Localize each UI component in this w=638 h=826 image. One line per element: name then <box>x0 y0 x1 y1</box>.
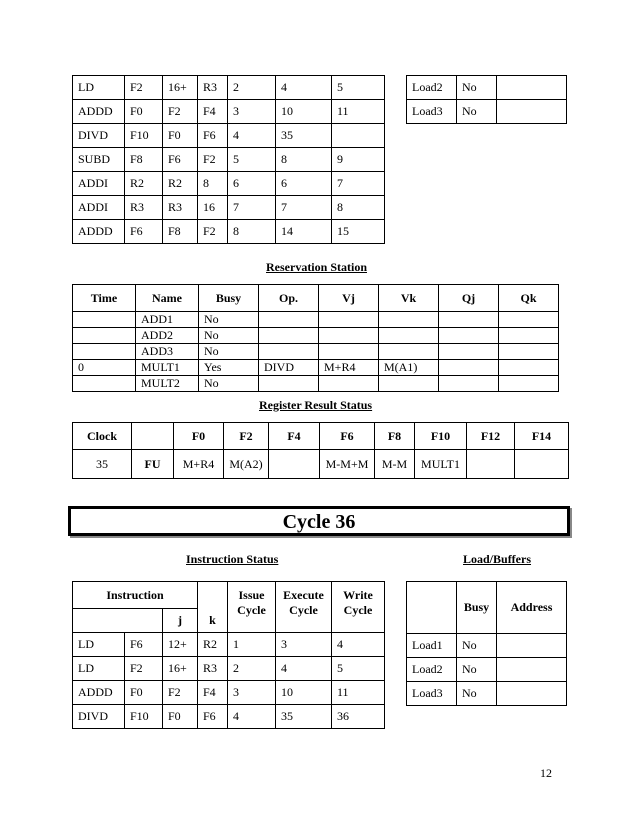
table-cell: No <box>457 682 497 706</box>
table-row <box>73 376 559 392</box>
column-header: Qj <box>439 285 499 312</box>
table-cell: 0 <box>73 360 136 376</box>
register-value: 35 <box>73 450 132 479</box>
table-cell: 4 <box>332 633 385 657</box>
table-cell: 1 <box>228 633 276 657</box>
table-cell <box>379 312 439 328</box>
table-cell <box>259 328 319 344</box>
table-cell <box>319 328 379 344</box>
table-cell: R2 <box>198 633 228 657</box>
write-cycle-header: Write Cycle <box>332 582 385 633</box>
table-cell: No <box>199 328 259 344</box>
table-cell: ADDI <box>73 172 125 196</box>
table-cell: 4 <box>276 657 332 681</box>
instruction-status-table-continued <box>72 75 385 244</box>
column-header: F2 <box>224 423 269 450</box>
table-cell: 7 <box>276 196 332 220</box>
table-cell <box>499 312 559 328</box>
table-cell: Load3 <box>407 100 457 124</box>
table-cell: F0 <box>163 705 198 729</box>
table-cell: Load3 <box>407 682 457 706</box>
table-cell <box>439 328 499 344</box>
register-value: M(A2) <box>224 450 269 479</box>
table-cell: F2 <box>125 657 163 681</box>
table-cell: F4 <box>198 681 228 705</box>
table-cell: DIVD <box>73 705 125 729</box>
reservation-station-heading: Reservation Station <box>266 260 367 274</box>
table-cell: MULT1 <box>136 360 199 376</box>
cycle-banner: Cycle 36 <box>68 506 570 536</box>
busy-header: Busy <box>457 582 497 634</box>
table-cell: 3 <box>276 633 332 657</box>
table-cell: ADD3 <box>136 344 199 360</box>
register-result-status-table <box>72 422 569 479</box>
table-cell: F2 <box>163 100 198 124</box>
table-cell: R3 <box>163 196 198 220</box>
table-cell: DIVD <box>259 360 319 376</box>
table-row <box>73 76 385 100</box>
table-row <box>73 344 559 360</box>
table-cell <box>259 376 319 392</box>
table-cell <box>319 312 379 328</box>
table-row <box>73 360 559 376</box>
table-cell <box>497 76 567 100</box>
column-header: Busy <box>199 285 259 312</box>
table-cell: R2 <box>163 172 198 196</box>
table-cell: SUBD <box>73 148 125 172</box>
column-header: Op. <box>259 285 319 312</box>
table-cell: No <box>199 312 259 328</box>
table-cell: 5 <box>332 76 385 100</box>
table-cell: No <box>457 634 497 658</box>
table-row <box>73 124 385 148</box>
table-cell <box>439 376 499 392</box>
table-cell: 12+ <box>163 633 198 657</box>
table-row <box>73 681 385 705</box>
reservation-station-table <box>72 284 559 392</box>
register-value: MULT1 <box>415 450 467 479</box>
table-cell: MULT2 <box>136 376 199 392</box>
table-cell: Yes <box>199 360 259 376</box>
table-row <box>73 196 385 220</box>
table-cell <box>499 376 559 392</box>
table-cell: LD <box>73 633 125 657</box>
table-cell: 4 <box>228 705 276 729</box>
table-cell: 36 <box>332 705 385 729</box>
table-row <box>73 172 385 196</box>
table-cell: F2 <box>198 220 228 244</box>
table-cell: 2 <box>228 76 276 100</box>
table-cell <box>497 658 567 682</box>
table-cell: 2 <box>228 657 276 681</box>
column-header: Name <box>136 285 199 312</box>
table-cell <box>73 312 136 328</box>
table-cell: F8 <box>125 148 163 172</box>
table-cell: 10 <box>276 681 332 705</box>
table-cell: 6 <box>276 172 332 196</box>
table-cell <box>497 634 567 658</box>
register-value: M-M+M <box>320 450 375 479</box>
table-cell: ADDD <box>73 681 125 705</box>
table-cell <box>73 344 136 360</box>
table-row <box>407 100 567 124</box>
table-cell: 14 <box>276 220 332 244</box>
instruction-header: Instruction <box>73 582 198 609</box>
table-cell: 35 <box>276 124 332 148</box>
table-cell: R3 <box>198 76 228 100</box>
table-row <box>73 328 559 344</box>
table-row <box>407 634 567 658</box>
table-cell: R3 <box>198 657 228 681</box>
table-cell <box>259 312 319 328</box>
table-cell: F0 <box>125 100 163 124</box>
column-header <box>132 423 174 450</box>
table-cell: F10 <box>125 124 163 148</box>
table-cell: F2 <box>163 681 198 705</box>
table-cell: ADDD <box>73 100 125 124</box>
table-cell: No <box>199 344 259 360</box>
table-cell: 5 <box>228 148 276 172</box>
column-header: F14 <box>515 423 569 450</box>
execute-cycle-header: Execute Cycle <box>276 582 332 633</box>
table-cell: F8 <box>163 220 198 244</box>
table-cell: 8 <box>276 148 332 172</box>
table-cell: No <box>457 76 497 100</box>
table-cell <box>332 124 385 148</box>
table-cell: R3 <box>125 196 163 220</box>
table-cell: 3 <box>228 100 276 124</box>
table-cell <box>499 344 559 360</box>
table-cell: 8 <box>228 220 276 244</box>
table-cell <box>379 328 439 344</box>
table-cell: F6 <box>198 705 228 729</box>
table-cell: ADDD <box>73 220 125 244</box>
table-row <box>73 148 385 172</box>
table-cell <box>499 360 559 376</box>
load-buffers-table-continued <box>406 75 567 124</box>
table-cell: ADD1 <box>136 312 199 328</box>
column-header: F10 <box>415 423 467 450</box>
table-cell: ADDI <box>73 196 125 220</box>
table-cell: Load2 <box>407 658 457 682</box>
page-number: 12 <box>540 766 552 780</box>
register-value: M+R4 <box>174 450 224 479</box>
issue-cycle-header: Issue Cycle <box>228 582 276 633</box>
table-cell: ADD2 <box>136 328 199 344</box>
table-cell: F6 <box>125 220 163 244</box>
table-cell: Load1 <box>407 634 457 658</box>
table-cell: 16+ <box>163 76 198 100</box>
column-header: Clock <box>73 423 132 450</box>
table-row <box>407 658 567 682</box>
column-header: F8 <box>375 423 415 450</box>
register-value-row <box>73 450 569 479</box>
table-cell <box>497 100 567 124</box>
table-cell: R2 <box>125 172 163 196</box>
table-row <box>73 312 559 328</box>
table-cell <box>439 360 499 376</box>
table-cell: 9 <box>332 148 385 172</box>
table-cell: F0 <box>163 124 198 148</box>
table-cell: Load2 <box>407 76 457 100</box>
table-row <box>73 657 385 681</box>
table-cell: 8 <box>332 196 385 220</box>
table-cell <box>73 376 136 392</box>
table-cell: F0 <box>125 681 163 705</box>
table-cell: M(A1) <box>379 360 439 376</box>
table-cell <box>319 376 379 392</box>
j-header: j <box>163 609 198 633</box>
load-buffers-heading: Load/Buffers <box>463 552 532 566</box>
table-cell: F6 <box>125 633 163 657</box>
table-cell: 11 <box>332 100 385 124</box>
table-cell <box>259 344 319 360</box>
register-value <box>269 450 320 479</box>
table-cell: 8 <box>198 172 228 196</box>
table-row <box>73 705 385 729</box>
table-cell: 16+ <box>163 657 198 681</box>
table-cell: F4 <box>198 100 228 124</box>
table-cell <box>379 344 439 360</box>
table-cell: LD <box>73 76 125 100</box>
address-header: Address <box>497 582 567 634</box>
table-cell: No <box>199 376 259 392</box>
column-header: Vk <box>379 285 439 312</box>
table-cell: 16 <box>198 196 228 220</box>
table-row <box>407 76 567 100</box>
table-cell <box>499 328 559 344</box>
table-cell: 3 <box>228 681 276 705</box>
table-cell: 5 <box>332 657 385 681</box>
column-header: Time <box>73 285 136 312</box>
table-cell: F10 <box>125 705 163 729</box>
column-header: F12 <box>467 423 515 450</box>
table-cell: F2 <box>198 148 228 172</box>
table-cell: F2 <box>125 76 163 100</box>
table-cell: DIVD <box>73 124 125 148</box>
table-row <box>73 220 385 244</box>
column-header: Vj <box>319 285 379 312</box>
column-header: F6 <box>320 423 375 450</box>
table-cell: 4 <box>276 76 332 100</box>
table-cell: 15 <box>332 220 385 244</box>
table-cell <box>379 376 439 392</box>
table-cell: M+R4 <box>319 360 379 376</box>
table-row <box>73 100 385 124</box>
register-value <box>515 450 569 479</box>
table-cell: 35 <box>276 705 332 729</box>
table-cell <box>73 328 136 344</box>
table-cell: LD <box>73 657 125 681</box>
table-cell: No <box>457 100 497 124</box>
table-cell: 10 <box>276 100 332 124</box>
table-cell <box>439 312 499 328</box>
table-cell: 11 <box>332 681 385 705</box>
load-buffers-table <box>406 581 567 706</box>
table-cell <box>439 344 499 360</box>
table-cell: 7 <box>228 196 276 220</box>
instruction-status-heading: Instruction Status <box>186 552 279 566</box>
instruction-status-table <box>72 581 385 729</box>
table-cell: 4 <box>228 124 276 148</box>
column-header: Qk <box>499 285 559 312</box>
register-result-status-heading: Register Result Status <box>259 398 373 412</box>
register-value: FU <box>132 450 174 479</box>
k-header: k <box>198 609 228 633</box>
register-header-row <box>73 423 569 450</box>
table-row <box>73 633 385 657</box>
table-cell: 7 <box>332 172 385 196</box>
table-cell: No <box>457 658 497 682</box>
table-cell: F6 <box>163 148 198 172</box>
table-cell: 6 <box>228 172 276 196</box>
register-value: M-M <box>375 450 415 479</box>
table-cell <box>319 344 379 360</box>
table-cell <box>497 682 567 706</box>
reservation-station-header-row <box>73 285 559 312</box>
table-cell: F6 <box>198 124 228 148</box>
table-row <box>407 682 567 706</box>
column-header: F0 <box>174 423 224 450</box>
register-value <box>467 450 515 479</box>
column-header: F4 <box>269 423 320 450</box>
